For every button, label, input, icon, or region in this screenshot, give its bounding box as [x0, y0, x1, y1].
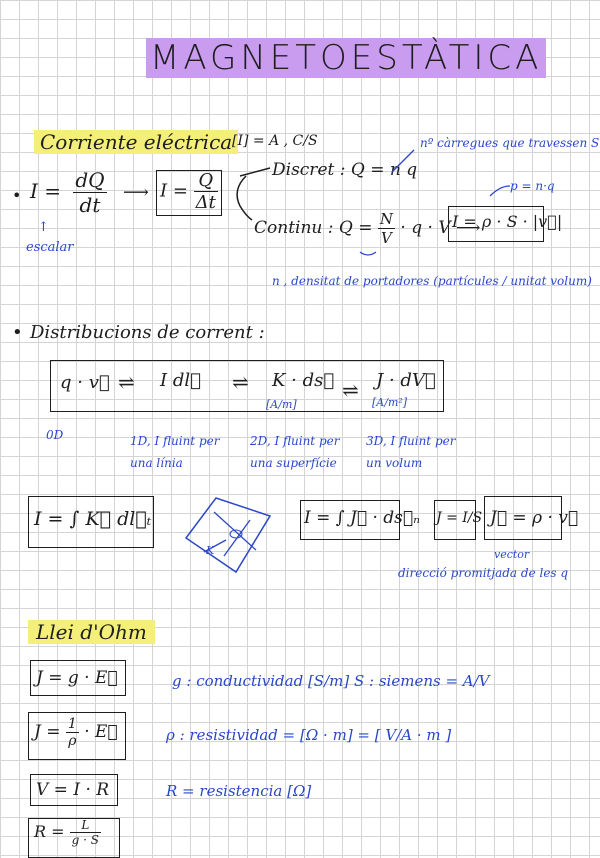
escalar-label: escalar	[26, 240, 74, 255]
escalar-arrow: ↑	[38, 220, 49, 235]
term-qv: q · v⃗	[60, 372, 110, 393]
current-definition: I = $\frac{dQ}{dt}$ ⟶	[30, 168, 149, 217]
distribution-bullet: •	[12, 322, 23, 343]
term-Kds: K · ds⃗	[272, 370, 335, 391]
Q-numerator: Q	[194, 170, 218, 192]
rel-3: ⇌	[342, 378, 359, 402]
current-units: [I] = A , C/S	[232, 133, 318, 149]
dt-denominator: dt	[79, 193, 101, 217]
eq-surface-integral: I = ∫ J⃗ · ds⃗ₙ	[304, 508, 420, 528]
ohm-def-1: g : conductividad [S/m] S : siemens = A/V	[172, 672, 490, 690]
diagram-K-label: K	[206, 544, 215, 557]
ohm-def-3: R = resistencia [Ω]	[166, 782, 312, 800]
qV-text: · q · V ⟶	[400, 218, 481, 238]
ohm-eq-4: R = $\frac{L}{g \cdot S}$	[34, 818, 99, 847]
dq-numerator: dQ	[75, 168, 105, 192]
dim-3D: 3D, I fluint per un volum	[366, 434, 456, 470]
p-definition: p = n·q	[510, 179, 555, 193]
direction-note: direcció promitjada de les q	[398, 566, 569, 580]
eq-J-rho-v: J⃗ = ρ · v⃗	[490, 508, 579, 528]
implies-arrow: ⟶	[122, 182, 149, 203]
dim-0D: 0D	[46, 428, 64, 442]
ohm-eq-1: J = g · E⃗	[36, 668, 118, 688]
N-numerator: N	[379, 210, 394, 228]
eq2-numerator: 1	[67, 716, 77, 732]
V-denominator: V	[381, 229, 392, 247]
continu-text: Continu : Q = $\frac{N}{V}$ · q · V ⟶	[254, 210, 481, 247]
eq-J-I-over-S: J = I/S	[436, 510, 483, 526]
delta-t-denominator: Δt	[195, 192, 216, 213]
current-heading: Corriente eléctrica	[34, 130, 238, 154]
vector-label: vector	[494, 548, 530, 561]
eq4-numerator: L	[70, 818, 101, 833]
I-rho-S-v: I = ρ · S · |v⃗|	[452, 212, 563, 231]
ohm-heading: Llei d'Ohm	[28, 620, 155, 644]
ohm-def-2: ρ : resistividad = [Ω · m] = [ V/A · m ]	[166, 726, 452, 744]
eq4-denominator: g · S	[71, 833, 99, 847]
rel-2: ⇌	[232, 370, 249, 394]
discret-text: Discret : Q = n q	[272, 160, 418, 180]
rel-1: ⇌	[118, 370, 135, 394]
charges-note: nº càrregues que travessen S	[420, 136, 600, 150]
ohm-eq-3: V = I · R	[36, 780, 110, 800]
unit-J: [A/m²]	[372, 396, 408, 409]
bullet-current: •	[12, 186, 22, 205]
density-note: n , densitat de portadores (partícules / unitat volum)	[272, 274, 592, 288]
box-I-label: I =	[160, 180, 188, 202]
term-JdV: J · dV⃗	[376, 370, 436, 391]
eq2-denominator: ρ	[68, 733, 77, 749]
term-Idl: I dl⃗	[160, 370, 201, 391]
ohm-eq-2: J = $\frac{1}{\rho}$ · E⃗	[34, 716, 118, 749]
dim-2D: 2D, I fluint per una superfície	[250, 434, 340, 470]
page-title: MAGNETOESTÀTICA	[146, 40, 546, 76]
distribution-heading: Distribucions de corrent :	[30, 322, 265, 343]
dim-1D: 1D, I fluint per una línia	[130, 434, 220, 470]
unit-K: [A/m]	[266, 398, 297, 411]
eq-line-integral: I = ∫ K⃗ dl⃗ₜ	[34, 508, 152, 530]
